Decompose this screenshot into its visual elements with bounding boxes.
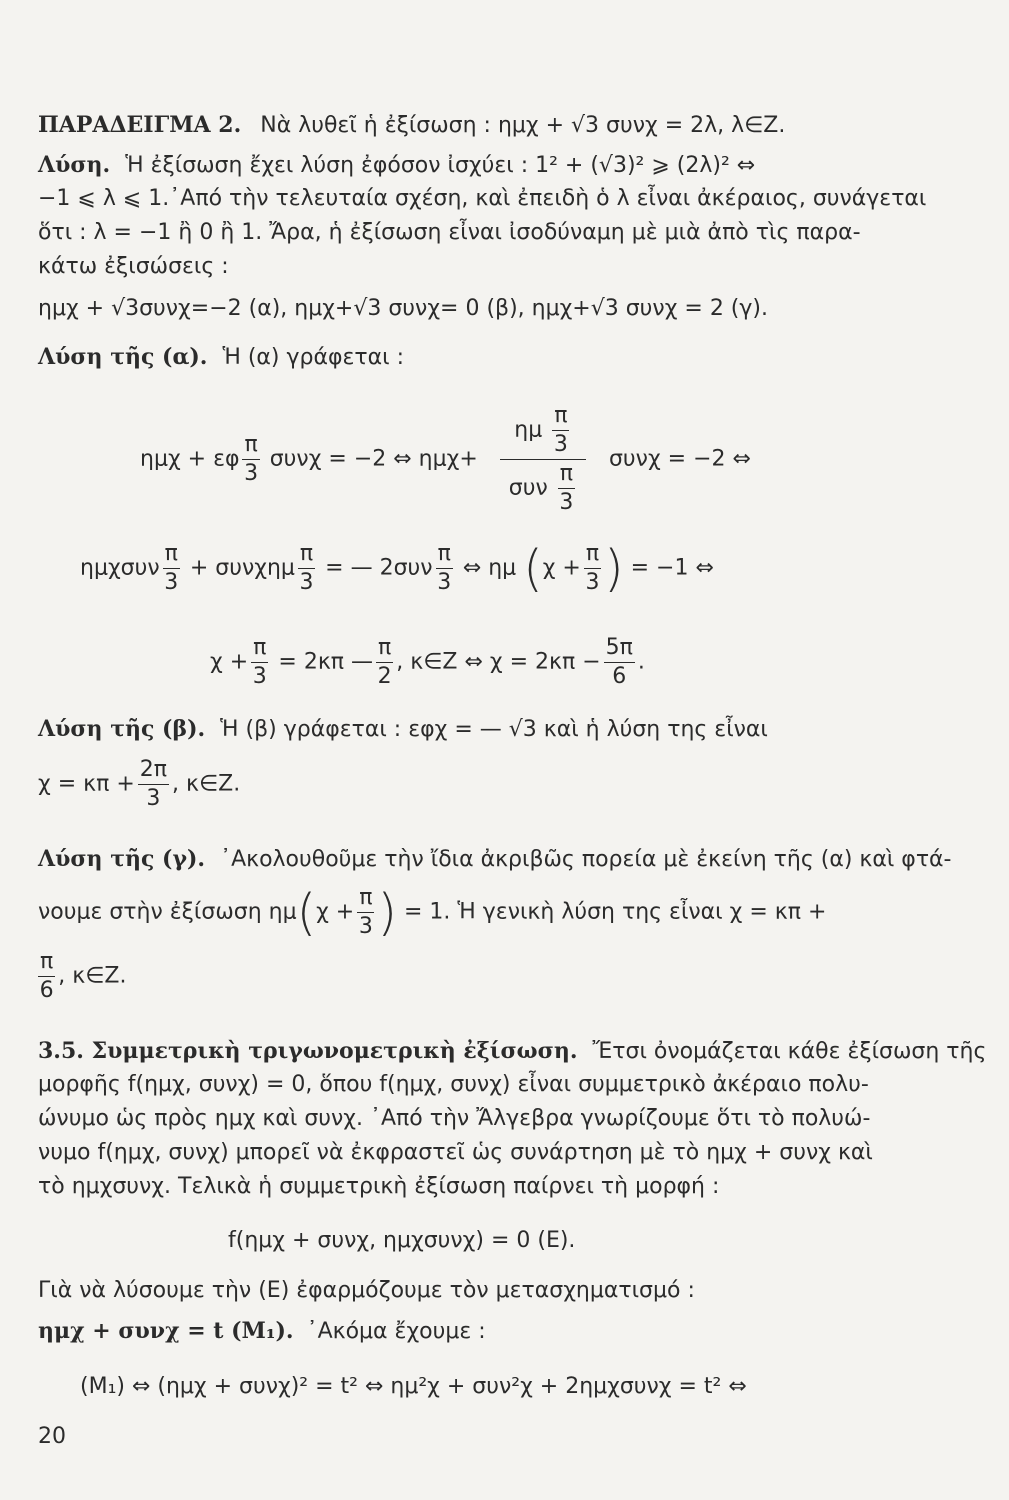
sol-b-line: [38, 714, 768, 745]
left-paren: (: [523, 539, 543, 598]
pi-over-2-fraction: [376, 634, 393, 691]
tan-as-ratio-fraction: [495, 402, 592, 517]
frac-den: 3: [559, 490, 574, 515]
eq3-b: = 2κπ —: [278, 649, 374, 675]
solution-text-1: Ἡ ἐξίσωση ἔχει λύση ἐφόσον ἰσχύει : 1² + (√3)² ⩾ (2λ)² ⇔: [125, 153, 756, 178]
solution-label: Λύση.: [38, 152, 111, 178]
eq2-d: ⇔ ημ: [462, 555, 517, 581]
sol-a-equation-3: [210, 634, 645, 691]
eq3-c: , κ∈Z ⇔ χ = 2κπ −: [396, 649, 601, 675]
pi-over-3-fraction: [436, 540, 453, 597]
section-line-4: νυμο f(ημχ, συνχ) μπορεῖ νὰ ἐκφραστεῖ ὡς συνάρτηση μὲ τὸ ημχ + συνχ καὶ: [38, 1140, 873, 1165]
frac-num: π: [558, 460, 575, 489]
sol-c-res: , κ∈Z.: [58, 963, 127, 989]
sol-b-result: [38, 756, 240, 813]
eq1-left: ημχ + εφ: [140, 446, 240, 472]
right-paren: ): [377, 883, 397, 942]
frac-num: π: [251, 634, 268, 663]
frac-num: π: [584, 540, 601, 569]
5pi-over-6-fraction: [604, 634, 635, 691]
solution-line-1: [38, 150, 755, 181]
sol-b-label: Λύση τῆς (β).: [38, 716, 206, 742]
eq2-a: ημχσυν: [80, 555, 160, 581]
eq1-mid: συνχ = −2 ⇔ ημχ+: [269, 446, 478, 472]
frac-den: 3: [252, 664, 267, 689]
sol-c-text-2b: χ +: [316, 899, 355, 925]
cos-label: συν: [508, 475, 548, 501]
frac-den: 3: [585, 570, 600, 595]
frac-num: π: [436, 540, 453, 569]
sol-b-res-a: χ = κπ +: [38, 771, 135, 797]
pi-over-3-fraction: [298, 540, 315, 597]
section-line-6: Γιὰ νὰ λύσουμε τὴν (E) ἐφαρμόζουμε τὸν μετασχηματισμό :: [38, 1278, 695, 1303]
sol-a-intro: Ἡ (α) γράφεται :: [222, 345, 404, 370]
section-line-3: ώνυμο ὡς πρὸς ημχ καὶ συνχ. ᾿Από τὴν Ἄλγεβρα γνωρίζουμε ὅτι τὸ πολυώ-: [38, 1106, 871, 1131]
solution-line-2: −1 ⩽ λ ⩽ 1.᾿Από τὴν τελευταία σχέση, καὶ ἐπειδὴ ὁ λ εἶναι ἀκέραιος, συνάγεται: [38, 186, 927, 211]
frac-den: 3: [146, 786, 161, 811]
pi-over-6-fraction: [38, 948, 55, 1005]
sol-a-line: [38, 342, 404, 373]
m1-equation: (M₁) ⇔ (ημχ + συνχ)² = t² ⇔ ημ²χ + συν²χ + 2ημχσυνχ = t² ⇔: [80, 1374, 747, 1399]
section-line-7: [38, 1316, 486, 1347]
sol-a-equation-1: [140, 402, 751, 517]
frac-den: 2: [377, 664, 392, 689]
frac-den: 3: [244, 461, 259, 486]
ratio-numerator: [500, 402, 586, 460]
x-plus: χ +: [542, 555, 581, 581]
frac-num: π: [298, 540, 315, 569]
solution-line-5: ημχ + √3συνχ=−2 (α), ημχ+√3 συνχ= 0 (β), ημχ+√3 συνχ = 2 (γ).: [38, 296, 768, 321]
eq2-c: = — 2συν: [325, 555, 433, 581]
frac-num: π: [376, 634, 393, 663]
pi-over-3-fraction: [357, 884, 374, 941]
sin-label: ημ: [514, 417, 543, 443]
pi-over-3-fraction: [251, 634, 268, 691]
frac-num: π: [163, 540, 180, 569]
left-paren: (: [296, 883, 317, 942]
m1-definition: ημχ + συνχ = t (M₁).: [38, 1318, 294, 1344]
sol-a-label: Λύση τῆς (α).: [38, 344, 208, 370]
frac-den: 6: [39, 978, 54, 1003]
eq1-right: συνχ = −2 ⇔: [608, 446, 751, 472]
sol-c-text-1: ᾿Ακολουθοῦμε τὴν ἴδια ἀκριβῶς πορεία μὲ ἐκείνη τῆς (α) καὶ φτά-: [220, 847, 952, 872]
frac-num: π: [242, 431, 259, 460]
section-heading: 3.5. Συμμετρικὴ τριγωνομετρικὴ ἐξίσωση.: [38, 1038, 578, 1064]
frac-num: π: [552, 402, 569, 431]
pi-over-3-fraction: [558, 460, 575, 517]
section-line-5: τὸ ημχσυνχ. Τελικὰ ἡ συμμετρικὴ ἐξίσωση παίρνει τὴ μορφή :: [38, 1174, 720, 1199]
sol-c-text-2c: = 1. Ἡ γενικὴ λύση της εἶναι χ = κπ +: [404, 899, 827, 925]
frac-den: 3: [358, 914, 373, 939]
pi-over-3-fraction: [584, 540, 601, 597]
sol-c-label: Λύση τῆς (γ).: [38, 846, 206, 872]
ratio-denominator: [495, 460, 592, 517]
page-number: 20: [38, 1424, 66, 1449]
section-line-1: [38, 1036, 986, 1067]
right-paren: ): [604, 539, 624, 598]
example-statement: Νὰ λυθεῖ ἡ ἐξίσωση : ημχ + √3 συνχ = 2λ, λ∈Z.: [260, 113, 786, 138]
sol-c-line-2: [38, 884, 826, 941]
frac-num: 5π: [604, 634, 635, 663]
example-line: [38, 110, 785, 141]
sol-a-equation-2: [80, 540, 714, 597]
2pi-over-3-fraction: [138, 756, 169, 813]
frac-den: 3: [553, 432, 568, 457]
sol-b-text: Ἡ (β) γράφεται : εφχ = — √3 καὶ ἡ λύση της εἶναι: [220, 717, 768, 742]
frac-den: 3: [437, 570, 452, 595]
period: .: [637, 649, 645, 675]
frac-num: 2π: [138, 756, 169, 785]
section-line-2: μορφῆς f(ημχ, συνχ) = 0, ὅπου f(ημχ, συνχ) εἶναι συμμετρικὸ ἀκέραιο πολυ-: [38, 1072, 869, 1097]
sol-c-text-2a: νουμε στὴν ἐξίσωση ημ: [38, 899, 297, 925]
frac-num: π: [357, 884, 374, 913]
solution-line-4: κάτω ἐξισώσεις :: [38, 254, 229, 279]
section-text-1: Ἔτσι ὀνομάζεται κάθε ἐξίσωση τῆς: [592, 1039, 987, 1064]
equation-E: f(ημχ + συνχ, ημχσυνχ) = 0 (E).: [228, 1228, 576, 1253]
frac-den: 3: [299, 570, 314, 595]
pi-over-3-fraction: [163, 540, 180, 597]
sol-c-result: [38, 948, 126, 1005]
eq3-a: χ +: [210, 649, 249, 675]
frac-den: 3: [164, 570, 179, 595]
pi-over-3-fraction: [552, 402, 569, 459]
eq2-b: + συνχημ: [189, 555, 295, 581]
m1-rest: ᾿Ακόμα ἔχουμε :: [306, 1319, 486, 1344]
frac-den: 6: [612, 664, 627, 689]
solution-line-3: ὅτι : λ = −1 ἢ 0 ἢ 1. Ἄρα, ἡ ἐξίσωση εἶναι ἰσοδύναμη μὲ μιὰ ἀπὸ τὶς παρα-: [38, 220, 861, 245]
sol-b-res-b: , κ∈Z.: [172, 771, 241, 797]
pi-over-3-fraction: [242, 431, 259, 488]
frac-num: π: [38, 948, 55, 977]
example-heading: ΠΑΡΑΔΕΙΓΜΑ 2.: [38, 112, 242, 138]
eq2-e: = −1 ⇔: [630, 555, 714, 581]
sol-c-line-1: [38, 844, 952, 875]
